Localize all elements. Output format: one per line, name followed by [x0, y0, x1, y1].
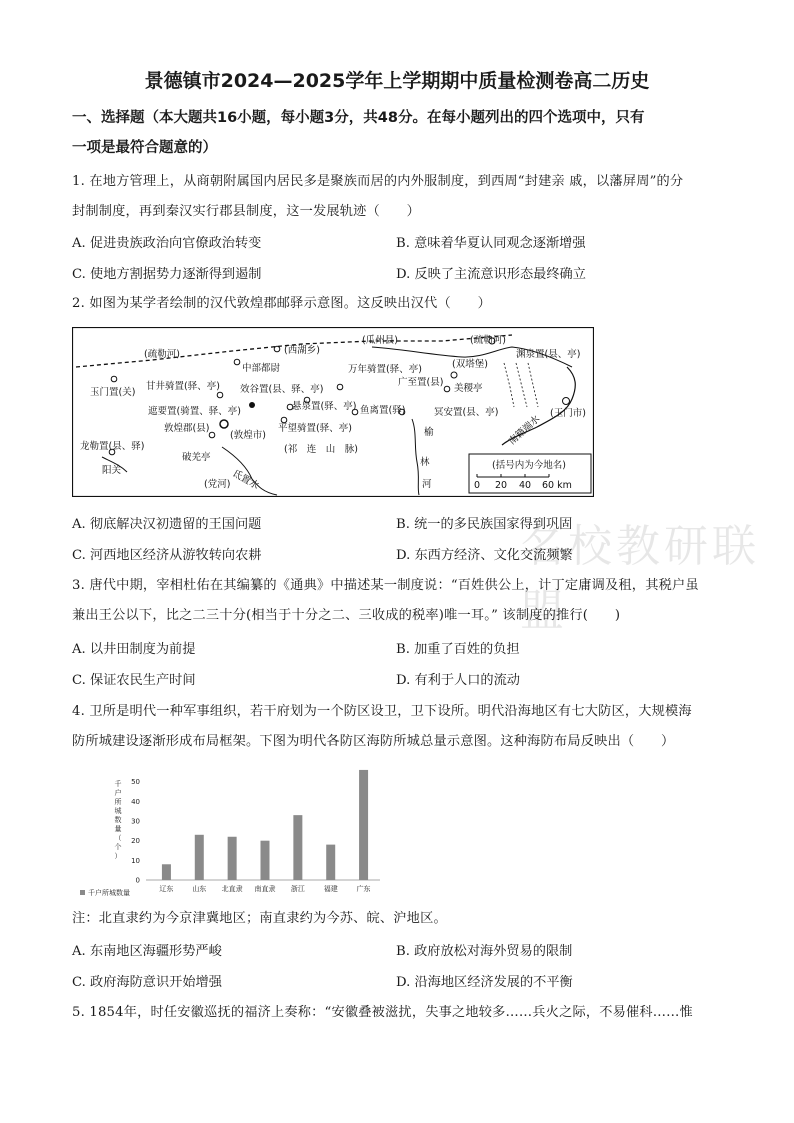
chart-y-tick: 50 — [131, 778, 140, 787]
chart-x-tick-6: 广东 — [356, 885, 371, 893]
map-label-wannian: 万年骑置(驿、亭) — [348, 364, 422, 375]
chart-ylabel-char: 城 — [114, 807, 122, 815]
page-title: 景德镇市2024—2025学年上学期期中质量检测卷高二历史 — [144, 70, 650, 92]
map-label-pingwang: 平望骑置(驿、亭) — [278, 423, 352, 434]
q1-option-d[interactable]: D. 反映了主流意识形态最终确立 — [396, 267, 586, 282]
map-label-yumenguan: 玉门置(关) — [90, 387, 136, 398]
q1-option-c[interactable]: C. 使地方割据势力逐渐得到遏制 — [72, 267, 262, 282]
chart-bar-0 — [162, 864, 171, 880]
marker-poqiang — [209, 432, 215, 438]
map-label-zheyao: 遮要置(骑置、驿、亭) — [148, 406, 241, 417]
map-legend-note: (括号内为今地名) — [492, 460, 566, 471]
chart-ylabel-char: 所 — [114, 798, 122, 806]
chart-bar-3 — [261, 841, 270, 880]
section-heading-line2: 一项是最符合题意的） — [72, 140, 217, 156]
map-label-shulehe-right: (疏勒河) — [470, 335, 506, 346]
q2-stem: 2. 如图为某学者绘制的汉代敦煌郡邮驿示意图。这反映出汉代（ ） — [72, 296, 491, 311]
q4-stem-line1: 4. 卫所是明代一种军事组织，若干府划为一个防区设卫，卫下设所。明代沿海地区有七大防区，大规模海 — [72, 704, 692, 719]
chart-bar-5 — [326, 845, 335, 880]
chart-y-tick: 20 — [131, 837, 140, 846]
q2-option-b[interactable]: B. 统一的多民族国家得到巩固 — [396, 517, 573, 532]
chart-ylabel-char: 量 — [114, 825, 122, 833]
q4-stem-line2: 防所城建设逐渐形成布局框架。下图为明代各防区海防所城总量示意图。这种海防布局反映出（ ） — [72, 734, 675, 749]
chart-y-tick: 40 — [131, 797, 140, 806]
chart-x-tick-5: 福建 — [323, 885, 338, 893]
marker-xiaogu — [249, 402, 255, 408]
marker-xihuxiang — [274, 346, 280, 352]
q3-option-a[interactable]: A. 以井田制度为前提 — [72, 642, 196, 657]
map-label-xuanquan: 悬泉置(驿、亭) — [292, 401, 357, 412]
chart-y-tick: 0 — [135, 876, 140, 885]
map-label-ganjing: 甘井骑置(驿、亭) — [146, 381, 220, 392]
chart-x-tick-2: 北直隶 — [221, 885, 243, 893]
map-label-meiji: 美稷亭 — [454, 383, 483, 394]
map-scale-20: 20 — [495, 480, 508, 491]
chart-bar-4 — [293, 815, 302, 880]
marker-zhongbu — [234, 359, 240, 365]
chart-ylabel — [115, 779, 122, 860]
map-label-shulehe-left: (疏勒河) — [144, 349, 180, 360]
chart-y-tick: 30 — [131, 817, 140, 826]
chart-x-tick-1: 山东 — [192, 885, 207, 893]
q1-option-b[interactable]: B. 意味着华夏认同观念逐渐增强 — [396, 236, 586, 251]
chart-bars — [162, 770, 368, 880]
marker-shuangtabao — [451, 372, 457, 378]
chart-ylabel-char: ） — [114, 852, 122, 860]
chart-ylabel-char: 户 — [114, 789, 122, 797]
chart-ylabel-char: 千 — [114, 780, 122, 788]
map-label-zhongbu: 中部都尉 — [242, 363, 281, 374]
q1-stem-line2: 封制制度，再到秦汉实行郡县制度，这一发展轨迹（ ） — [72, 204, 421, 219]
map-label-guazhou: (瓜州县) — [362, 335, 398, 346]
q4-note: 注：北直隶约为今京津冀地区；南直隶约为今苏、皖、沪地区。 — [72, 911, 447, 926]
q5-stem-line1: 5. 1854年，时任安徽巡抚的福济上奏称：“安徽叠被滋扰，失事之地较多……兵火之际，不易催科……惟 — [72, 1005, 693, 1020]
map-scale-40: 40 — [519, 480, 532, 491]
marker-yumenguan — [111, 376, 117, 382]
chart-y-tick: 10 — [131, 856, 140, 865]
q4-bar-chart — [72, 758, 392, 903]
map-scale-0: 0 — [474, 480, 481, 491]
q3-option-d[interactable]: D. 有利于人口的流动 — [396, 673, 520, 688]
map-label-yumenshi: (玉门市) — [550, 408, 586, 419]
map-label-longle: 龙勒置(县、驿) — [80, 441, 145, 452]
marker-meiji — [444, 386, 450, 392]
chart-bar-6 — [359, 770, 368, 880]
marker-yumenshi — [563, 398, 570, 405]
chart-bar-1 — [195, 835, 204, 880]
map-label-he: 河 — [422, 479, 432, 490]
chart-legend-swatch — [80, 890, 85, 895]
chart-x-tick-0: 辽东 — [159, 885, 174, 893]
map-label-nanji: 南籍端水 — [506, 413, 543, 448]
map-label-dunhuang-county: 敦煌郡(县) — [164, 423, 210, 434]
chart-ylabel-char: 数 — [114, 816, 122, 824]
chart-bar-2 — [228, 837, 237, 880]
map-label-shizhang: 氐置水 — [230, 468, 261, 492]
marker-dunhuang — [220, 420, 228, 428]
section-heading-line1: 一、选择题（本大题共16小题，每小题3分，共48分。在每小题列出的四个选项中，只有 — [72, 110, 645, 126]
marker-pingwang — [281, 417, 287, 423]
chart-xticks — [159, 884, 370, 893]
chart-x-tick-4: 浙江 — [290, 885, 305, 893]
map-label-dunhuang-city: (敦煌市) — [230, 430, 266, 441]
chart-ylabel-char: （ — [114, 834, 122, 842]
map-label-xihuxiang: (西湖乡) — [284, 345, 320, 356]
map-label-lin: 林 — [420, 457, 430, 468]
map-label-yuli: 鱼离置(驿) — [360, 405, 406, 416]
q3-option-c[interactable]: C. 保证农民生产时间 — [72, 673, 196, 688]
map-label-yu: 榆 — [424, 427, 434, 438]
map-label-yangguan: 阳关 — [102, 465, 122, 476]
map-label-dang: (党河) — [204, 479, 231, 490]
q2-option-d[interactable]: D. 东西方经济、文化交流频繁 — [396, 548, 573, 563]
q3-stem-line2: 兼出王公以下，比之二三十分(相当于十分之二、三收成的税率)唯一耳。” 该制度的推行( ) — [72, 608, 621, 623]
map-scale-60: 60 km — [542, 480, 572, 491]
map-label-xiaogu: 效谷置(县、驿、亭) — [240, 384, 324, 395]
chart-x-tick-3: 南直隶 — [254, 885, 276, 893]
map-label-shuangtabao: (双塔堡) — [452, 359, 488, 370]
q1-stem-line1: 1. 在地方管理上，从商朝附属国内居民多是聚族而居的内外服制度，到西周“封建亲 戚，以藩屏周”的分 — [72, 174, 684, 189]
q4-option-a[interactable]: A. 东南地区海疆形势严峻 — [72, 944, 222, 959]
watermark: 名校教研联盟 — [520, 521, 760, 636]
q4-option-c[interactable]: C. 政府海防意识开始增强 — [72, 975, 222, 990]
q2-option-c[interactable]: C. 河西地区经济从游牧转向农耕 — [72, 548, 262, 563]
chart-legend-label: 千户所城数量 — [88, 889, 130, 897]
q1-option-a[interactable]: A. 促进贵族政治向官僚政治转变 — [72, 236, 262, 251]
marker-guanzhi-a — [337, 384, 343, 390]
chart-ylabel-char: 个 — [114, 843, 122, 851]
map-label-guanzhi: 广至置(县) — [398, 377, 444, 388]
q2-option-a[interactable]: A. 彻底解决汉初遗留的王国问题 — [72, 517, 262, 532]
marker-ganjing — [217, 392, 223, 398]
q4-option-d[interactable]: D. 沿海地区经济发展的不平衡 — [396, 975, 573, 990]
q3-option-b[interactable]: B. 加重了百姓的负担 — [396, 642, 520, 657]
dunhuang-post-map — [72, 327, 594, 497]
map-label-yuanquan: 渊泉置(县、亭) — [516, 349, 581, 360]
map-label-mingan: 冥安置(县、亭) — [434, 407, 499, 418]
q4-option-b[interactable]: B. 政府放松对海外贸易的限制 — [396, 944, 573, 959]
q3-stem-line1: 3. 唐代中期，宰相杜佑在其编纂的《通典》中描述某一制度说：“百姓供公上，计丁定庸调及租，其税户虽 — [72, 578, 699, 593]
map-label-qilian: (祁 连 山 脉) — [284, 444, 358, 455]
map-label-poqiang: 破羌亭 — [182, 452, 211, 463]
